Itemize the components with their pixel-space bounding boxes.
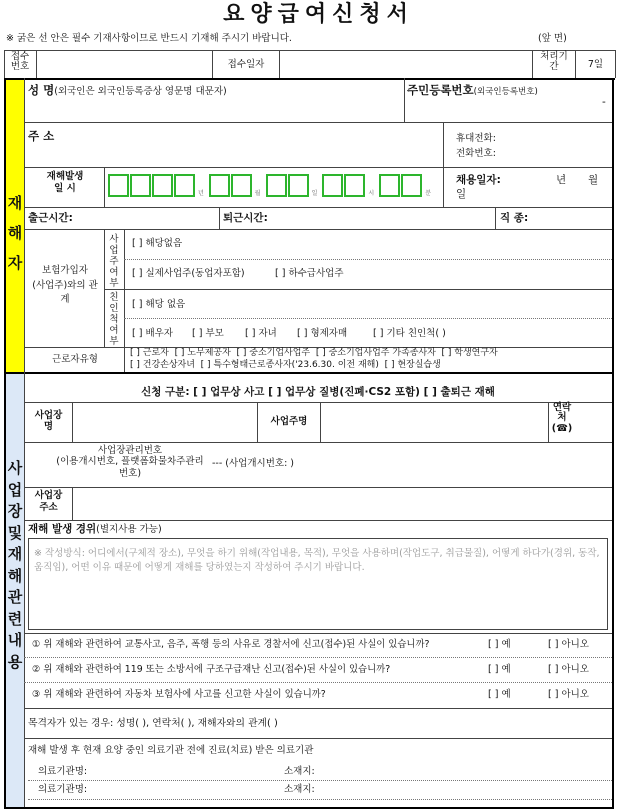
biz-owner-field[interactable] <box>322 404 546 440</box>
circumstances-label: 재해 발생 경위(별지사용 가능) <box>28 523 162 535</box>
biz-owner-label: 사업주명 <box>270 416 308 427</box>
accident-datetime-label: 재해발생 일 시 <box>46 171 84 195</box>
worker-type-sme-owner[interactable]: [ ] 중소기업사업주 <box>236 348 311 358</box>
rrn-dash: - <box>602 96 606 108</box>
biz-address-field[interactable] <box>74 489 610 518</box>
hire-unit-year: 년 <box>556 174 567 186</box>
prior-treatment-label: 재해 발생 후 현재 요양 중인 의료기관 전에 진료(치료) 받은 의료기관 <box>28 745 314 756</box>
processing-period-value: 7일 <box>587 59 604 70</box>
witness-row[interactable]: 목격자가 있는 경우: 성명( ), 연락처( ), 재해자와의 관계( ) <box>28 718 278 729</box>
worker-type-student-researcher[interactable]: [ ] 학생연구자 <box>441 348 498 358</box>
question-police: ① 위 재해와 관련하여 교통사고, 음주, 폭행 등의 사유로 경찰서에 신고(접수)된 사실이 있습니까? <box>32 639 430 650</box>
address-label: 주 소 <box>28 129 55 143</box>
owner-status-vertical-label: 사업주여부 <box>109 234 119 289</box>
relative-none-checkbox[interactable]: [ ] 해당 없음 <box>132 299 186 310</box>
relative-status-vertical-label: 친인척여부 <box>109 292 119 347</box>
clock-in-label: 출근시간: <box>28 212 73 224</box>
rrn-label: 주민등록번호(외국인등록번호) <box>407 83 538 97</box>
question-insurance-yes[interactable]: [ ] 예 <box>488 689 511 700</box>
receipt-date-label: 접수일자 <box>227 59 265 70</box>
insured-relationship-label: 보험가입자 (사업주)와의 관 계 <box>32 265 98 306</box>
section-victim-label: 재해자 <box>7 194 23 272</box>
worker-type-label: 근로자유형 <box>52 354 98 365</box>
relative-spouse-checkbox[interactable]: [ ] 배우자 <box>132 328 173 339</box>
address-field[interactable] <box>60 125 440 165</box>
accident-datetime-boxes[interactable]: 년 월 일 시 분 <box>108 174 436 197</box>
section-workplace-label: 사업장 및 재해 관련 내용 <box>7 459 23 671</box>
owner-none-checkbox[interactable]: [ ] 해당없음 <box>132 238 183 249</box>
question-119-no[interactable]: [ ] 아니오 <box>548 664 589 675</box>
worker-type-special-employment[interactable]: [ ] 특수형태근로종사자('23.6.30. 이전 재해) <box>200 360 379 370</box>
receipt-number-field[interactable] <box>37 51 211 77</box>
name-field[interactable] <box>26 100 402 120</box>
form-title: 요양급여신청서 <box>223 2 414 27</box>
worker-type-sme-family[interactable]: [ ] 중소기업사업주 가족종사자 <box>315 348 436 358</box>
biz-contact-label: 연락 처 (☎) <box>551 402 573 434</box>
question-insurance-no[interactable]: [ ] 아니오 <box>548 689 589 700</box>
hire-unit-month: 월 <box>588 174 599 186</box>
actual-owner-checkbox[interactable]: [ ] 실제사업주(동업자포함) <box>132 268 245 279</box>
apply-type-options[interactable]: 신청 구분: [ ] 업무상 사고 [ ] 업무상 질병(진폐·CS2 포함) [ ] 출퇴근 재해 <box>141 386 495 398</box>
hire-date-label: 채용일자: <box>456 174 501 186</box>
phone-label: 전화번호: <box>456 148 496 159</box>
job-type-label: 직 종: <box>500 212 529 224</box>
name-label: 성 명(외국인은 외국인등록증상 영문명 대문자) <box>28 83 227 97</box>
biz-contact-field[interactable] <box>576 404 610 440</box>
mgmt-number-label: 사업장관리번호 (이용개시번호, 플랫폼화물차주관리 번호) <box>56 445 204 479</box>
receipt-number-label: 접수 번호 <box>10 51 30 73</box>
mobile-label: 휴대전화: <box>456 133 496 144</box>
relative-sibling-checkbox[interactable]: [ ] 형제자매 <box>297 328 348 339</box>
hospital-1-location-label: 소재지: <box>284 766 315 777</box>
worker-type-labor-provider[interactable]: [ ] 노무제공자 <box>174 348 231 358</box>
relative-other-checkbox[interactable]: [ ] 기타 친인척( ) <box>373 328 446 339</box>
rrn-field[interactable] <box>406 100 610 120</box>
question-insurance: ③ 위 재해와 관련하여 자동차 보험사에 사고를 신고한 사실이 있습니까? <box>32 689 326 700</box>
biz-name-field[interactable] <box>74 404 255 440</box>
receipt-date-field[interactable] <box>280 51 531 77</box>
worker-type-worker[interactable]: [ ] 근로자 <box>130 348 169 358</box>
hospital-2-label: 의료기관명: <box>38 784 88 795</box>
hospital-1-label: 의료기관명: <box>38 766 88 777</box>
biz-address-label: 사업장 주소 <box>34 490 63 513</box>
required-notice: ※ 굵은 선 안은 필수 기재사항이므로 반드시 기재해 주시기 바랍니다. <box>6 33 292 44</box>
question-119: ② 위 재해와 관련하여 119 또는 소방서에 구조구급재난 신고(접수)된 사실이 있습니까? <box>32 664 391 675</box>
worker-types-row-2 <box>130 360 441 371</box>
clock-out-label: 퇴근시간: <box>223 212 268 224</box>
subcontract-owner-checkbox[interactable]: [ ] 하수급사업주 <box>275 268 344 279</box>
relative-child-checkbox[interactable]: [ ] 자녀 <box>245 328 277 339</box>
worker-types-row-1 <box>130 348 498 359</box>
worker-type-field-trainee[interactable]: [ ] 현장실습생 <box>384 360 441 370</box>
question-police-no[interactable]: [ ] 아니오 <box>548 639 589 650</box>
biz-name-label: 사업장 명 <box>34 410 63 433</box>
question-119-yes[interactable]: [ ] 예 <box>488 664 511 675</box>
question-police-yes[interactable]: [ ] 예 <box>488 639 511 650</box>
relative-parent-checkbox[interactable]: [ ] 부모 <box>192 328 224 339</box>
worker-type-health-damaged-child[interactable]: [ ] 건강손상자녀 <box>130 360 195 370</box>
circumstances-instructions: ※ 작성방식: 어디에서(구체적 장소), 무엇을 하기 위해(작업내용, 목적), 무엇을 사용하며(작업도구, 취급물질), 어떻게 하다가(경위, 동작, 움직임), 어떤 이유 때문에 어떻게 재해를 당하였는지 작성하여 주시기 바랍니다. <box>34 548 600 574</box>
start-number-label: --- (사업개시번호: ) <box>212 458 294 469</box>
hire-unit-day: 일 <box>456 188 467 200</box>
processing-period-label: 처리기 간 <box>540 51 568 73</box>
hospital-2-location-label: 소재지: <box>284 784 315 795</box>
page-side-label: (앞 면) <box>538 33 567 44</box>
